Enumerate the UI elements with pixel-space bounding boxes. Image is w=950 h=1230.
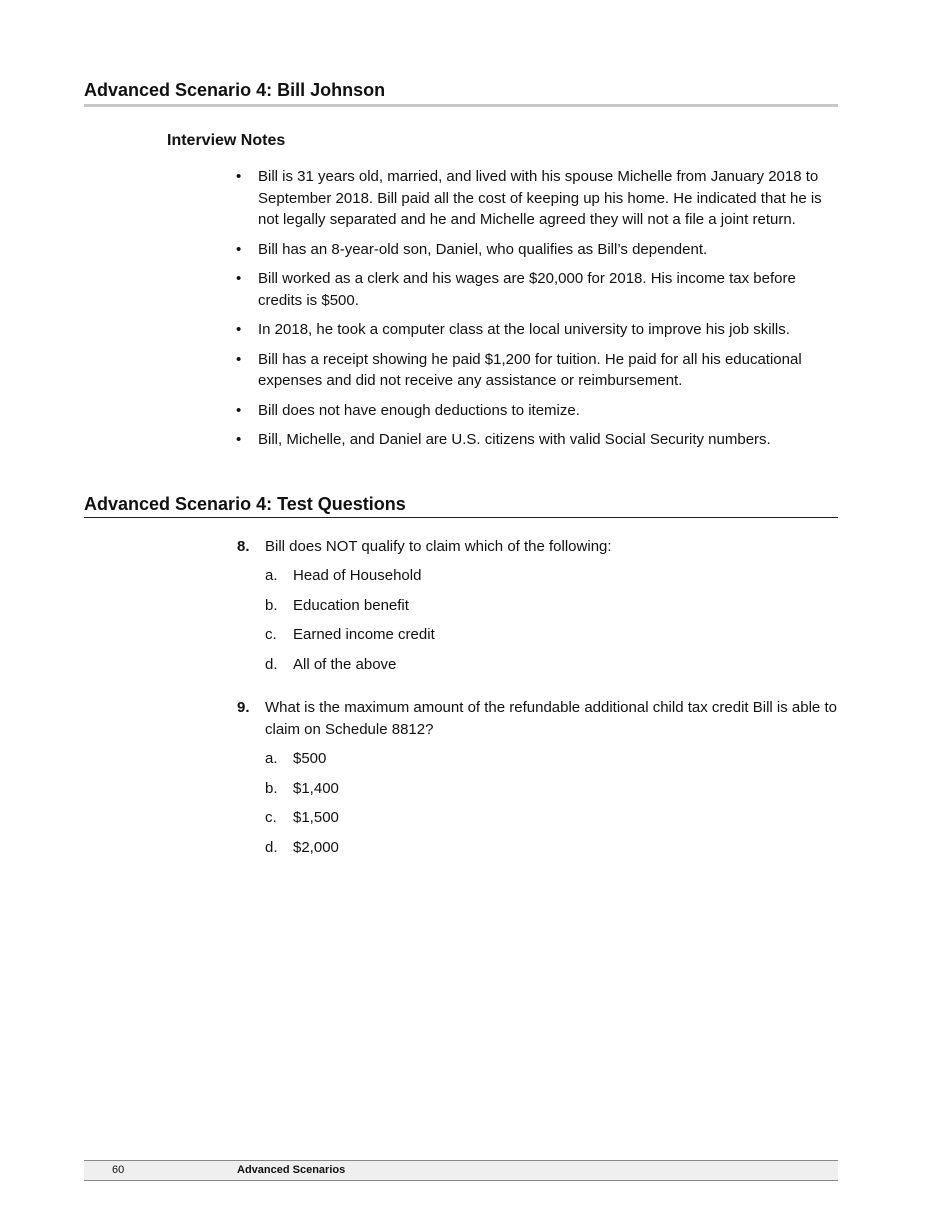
bullet-icon: • <box>236 240 242 258</box>
page-footer <box>84 1160 838 1181</box>
option-text: Education benefit <box>293 596 409 614</box>
answer-option-b <box>265 778 837 800</box>
bullet-icon: • <box>236 168 242 185</box>
option-letter: d. <box>265 838 278 856</box>
answer-option-b <box>265 595 837 617</box>
answer-option-d <box>265 654 837 676</box>
footer-section-label: Advanced Scenarios <box>237 1164 346 1176</box>
note-text: Bill is 31 years old, married, and lived with his spouse Michelle from January 2018 to September 2018. Bill paid all the cost of keeping up his home. He indicated that he is not legally separated and he and Michelle agreed they will not a file a joint return. <box>258 168 822 228</box>
question-text: What is the maximum amount of the refundable additional child tax credit Bill is able to claim on Schedule 8812? <box>265 699 837 738</box>
question-8 <box>237 536 837 683</box>
bullet-icon: • <box>236 401 242 419</box>
question-number: 9. <box>237 699 250 716</box>
bullet-icon: • <box>236 350 242 368</box>
note-text: In 2018, he took a computer class at the local university to improve his job skills. <box>258 321 790 338</box>
note-text: Bill, Michelle, and Daniel are U.S. citizens with valid Social Security numbers. <box>258 431 771 448</box>
answer-option-d <box>265 837 837 859</box>
option-text: All of the above <box>293 655 397 673</box>
page-number: 60 <box>112 1164 125 1176</box>
note-text: Bill does not have enough deductions to itemize. <box>258 401 580 419</box>
option-letter: c. <box>265 626 277 643</box>
note-text: Bill has a receipt showing he paid $1,200 for tuition. He paid for all his educational expenses and did not receive any assistance or reimbursement. <box>258 350 802 389</box>
list-item <box>236 239 840 261</box>
question-9 <box>237 697 837 866</box>
option-letter: d. <box>265 655 278 673</box>
option-letter: a. <box>265 750 278 767</box>
test-questions-title: Advanced Scenario 4: Test Questions <box>84 494 406 514</box>
answer-option-c <box>265 807 837 829</box>
list-item <box>236 429 840 451</box>
list-item <box>236 349 840 392</box>
option-letter: c. <box>265 809 277 826</box>
list-item <box>236 268 840 311</box>
list-item <box>236 166 840 231</box>
answer-options <box>265 565 837 676</box>
bullet-icon: • <box>236 270 242 287</box>
option-letter: a. <box>265 567 278 584</box>
title-divider <box>84 104 838 107</box>
option-text: $500 <box>293 750 327 767</box>
option-text: $2,000 <box>293 838 339 856</box>
answer-option-a <box>265 748 837 770</box>
bullet-icon: • <box>236 321 242 338</box>
option-text: $1,500 <box>293 809 339 826</box>
list-item <box>236 400 840 422</box>
list-item <box>236 319 840 341</box>
scenario-title: Advanced Scenario 4: Bill Johnson <box>84 80 386 100</box>
question-text: Bill does NOT qualify to claim which of the following: <box>265 538 612 555</box>
interview-notes-list <box>236 166 840 459</box>
answer-option-c <box>265 624 837 646</box>
test-title-divider <box>84 517 838 518</box>
answer-options <box>265 748 837 859</box>
option-letter: b. <box>265 779 278 797</box>
answer-option-a <box>265 565 837 587</box>
question-number: 8. <box>237 538 250 555</box>
option-text: Earned income credit <box>293 626 435 643</box>
note-text: Bill has an 8-year-old son, Daniel, who qualifies as Bill’s dependent. <box>258 240 708 258</box>
bullet-icon: • <box>236 431 242 448</box>
option-letter: b. <box>265 596 278 614</box>
option-text: $1,400 <box>293 779 339 797</box>
option-text: Head of Household <box>293 567 422 584</box>
note-text: Bill worked as a clerk and his wages are $20,000 for 2018. His income tax before credits is $500. <box>258 270 796 309</box>
interview-notes-heading: Interview Notes <box>167 132 286 149</box>
